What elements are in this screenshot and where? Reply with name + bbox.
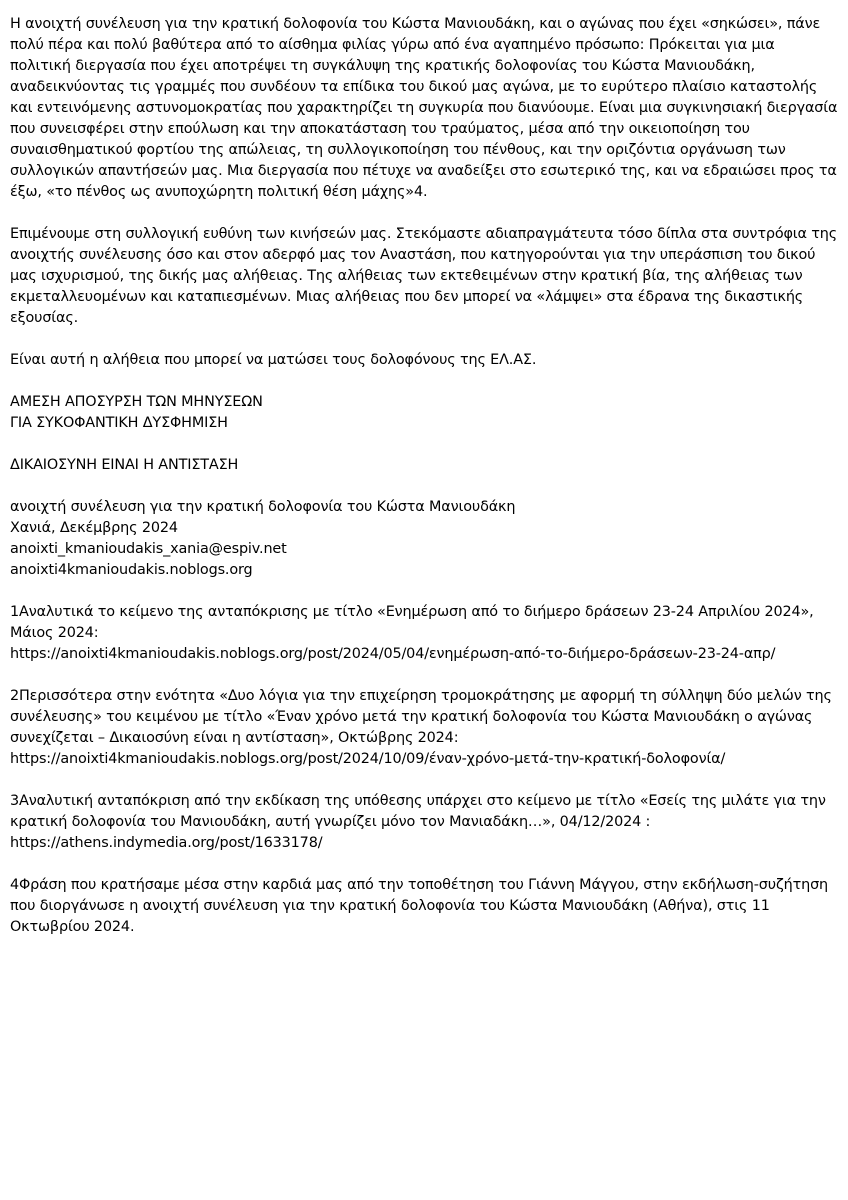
footnote-1 xyxy=(10,602,838,665)
body-paragraph-3: Είναι αυτή η αλήθεια που μπορεί να ματώσει τους δολοφόνους της ΕΛ.ΑΣ. xyxy=(10,352,537,368)
footnote-link: https://anoixti4kmanioudakis.noblogs.org/post/2024/10/09/έναν-χρόνο-μετά-την-κρατική-δολοφονία/ xyxy=(10,751,726,767)
footnote-text: 2Περισσότερα στην ενότητα «Δυο λόγια για την επιχείρηση τρομοκράτησης με αφορμή τη σύλληψη δύο μελών της συνέλευσης» του κειμένου με τίτλο «Έναν χρόνο μετά την κρατική δολοφονία του Κώστα Μανιουδάκη ο αγώνας συνεχίζεται – Δικαιοσύνη είναι η αντίσταση», Οκτώβρης 2024: xyxy=(10,688,832,746)
signature-place-date: Χανιά, Δεκέμβρης 2024 xyxy=(10,520,178,536)
slogan-justice: ΔΙΚΑΙΟΣΥΝΗ ΕΙΝΑΙ Η ΑΝΤΙΣΤΑΣΗ xyxy=(10,457,239,473)
body-paragraph-2: Επιμένουμε στη συλλογική ευθύνη των κινήσεών μας. Στεκόμαστε αδιαπραγμάτευτα τόσο δίπλα στα συντρόφια της ανοιχτής συνέλευσης όσο και στον αδερφό μας τον Αναστάση, που κατηγορούνται για την υπεράσπιση του δικού μας ισχυρισμού, της δικής μας αλήθειας. Της αλήθειας των εκτεθειμένων στην κρατική βία, της αλήθειας των εκμεταλλευομένων και καταπιεσμένων. Μιας αλήθειας που δεν μπορεί να «λάμψει» στα έδρανα της δικαστικής εξουσίας. xyxy=(10,226,838,326)
signature-email: anoixti_kmanioudakis_xania@espiv.net xyxy=(10,541,287,557)
slogan-withdraw-lawsuits xyxy=(10,392,838,434)
signature-name: ανοιχτή συνέλευση για την κρατική δολοφονία του Κώστα Μανιουδάκη xyxy=(10,499,516,515)
footnote-4 xyxy=(10,875,838,938)
signature-block xyxy=(10,497,838,581)
slogan-line-2: ΓΙΑ ΣΥΚΟΦΑΝΤΙΚΗ ΔΥΣΦΗΜΙΣΗ xyxy=(10,415,228,431)
footnote-2 xyxy=(10,686,838,770)
footnote-text: 3Αναλυτική ανταπόκριση από την εκδίκαση της υπόθεσης υπάρχει στο κείμενο με τίτλο «Εσείς της μιλάτε για την κρατική δολοφονία του Μανιουδάκη, αυτή γνωρίζει μόνο τον Μανιαδάκη…», 04/12/2024 : xyxy=(10,793,826,830)
footnote-3 xyxy=(10,791,838,854)
slogan-line-1: ΑΜΕΣΗ ΑΠΟΣΥΡΣΗ ΤΩΝ ΜΗΝΥΣΕΩΝ xyxy=(10,394,263,410)
document-page xyxy=(10,14,838,959)
footnote-text: 4Φράση που κρατήσαμε μέσα στην καρδιά μας από την τοποθέτηση του Γιάννη Μάγγου, στην εκδήλωση-συζήτηση που διοργάνωσε η ανοιχτή συνέλευση για την κρατική δολοφονία του Κώστα Μανιουδάκη (Αθήνα), στις 11 Οκτωβρίου 2024. xyxy=(10,877,829,935)
body-paragraph-1: Η ανοιχτή συνέλευση για την κρατική δολοφονία του Κώστα Μανιουδάκη, και ο αγώνας που έχει «σηκώσει», πάνε πολύ πέρα και πολύ βαθύτερα από το αίσθημα φιλίας γύρω από ένα αγαπημένο πρόσωπο: Πρόκειται για μια πολιτική διεργασία που έχει αποτρέψει τη συγκάλυψη της κρατικής δολοφονίας του Κώστα Μανιουδάκη, αναδεικνύοντας τις γραμμές που συνδέουν τα επίδικα του δικού μας αγώνα, με το ευρύτερο πλαίσιο καταστολής και εντεινόμενης αστυνομοκρατίας που χαρακτηρίζει τη συγκυρία που διανύουμε. Είναι μια συγκινησιακή διεργασία που συνεισφέρει στην επούλωση και την αποκατάσταση του τραύματος, μέσα από την οικειοποίηση του συναισθηματικού φορτίου της απώλειας, τη συλλογικοποίηση του πένθους, και την οριζόντια οργάνωση των συλλογικών απαντήσεών μας. Μια διεργασία που πέτυχε να αναδείξει στο εσωτερικό της, και να εδραιώσει προς τα έξω, «το πένθος ως ανυποχώρητη πολιτική θέση μάχης»4. xyxy=(10,16,838,200)
signature-blog: anoixti4kmanioudakis.noblogs.org xyxy=(10,562,253,578)
footnote-link: https://athens.indymedia.org/post/1633178/ xyxy=(10,835,323,851)
footnote-text: 1Αναλυτικά το κείμενο της ανταπόκρισης με τίτλο «Ενημέρωση από το διήμερο δράσεων 23-24 Απριλίου 2024», Μάιος 2024: xyxy=(10,604,814,641)
footnote-link: https://anoixti4kmanioudakis.noblogs.org/post/2024/05/04/ενημέρωση-από-το-διήμερο-δράσεων-23-24-απρ/ xyxy=(10,646,776,662)
